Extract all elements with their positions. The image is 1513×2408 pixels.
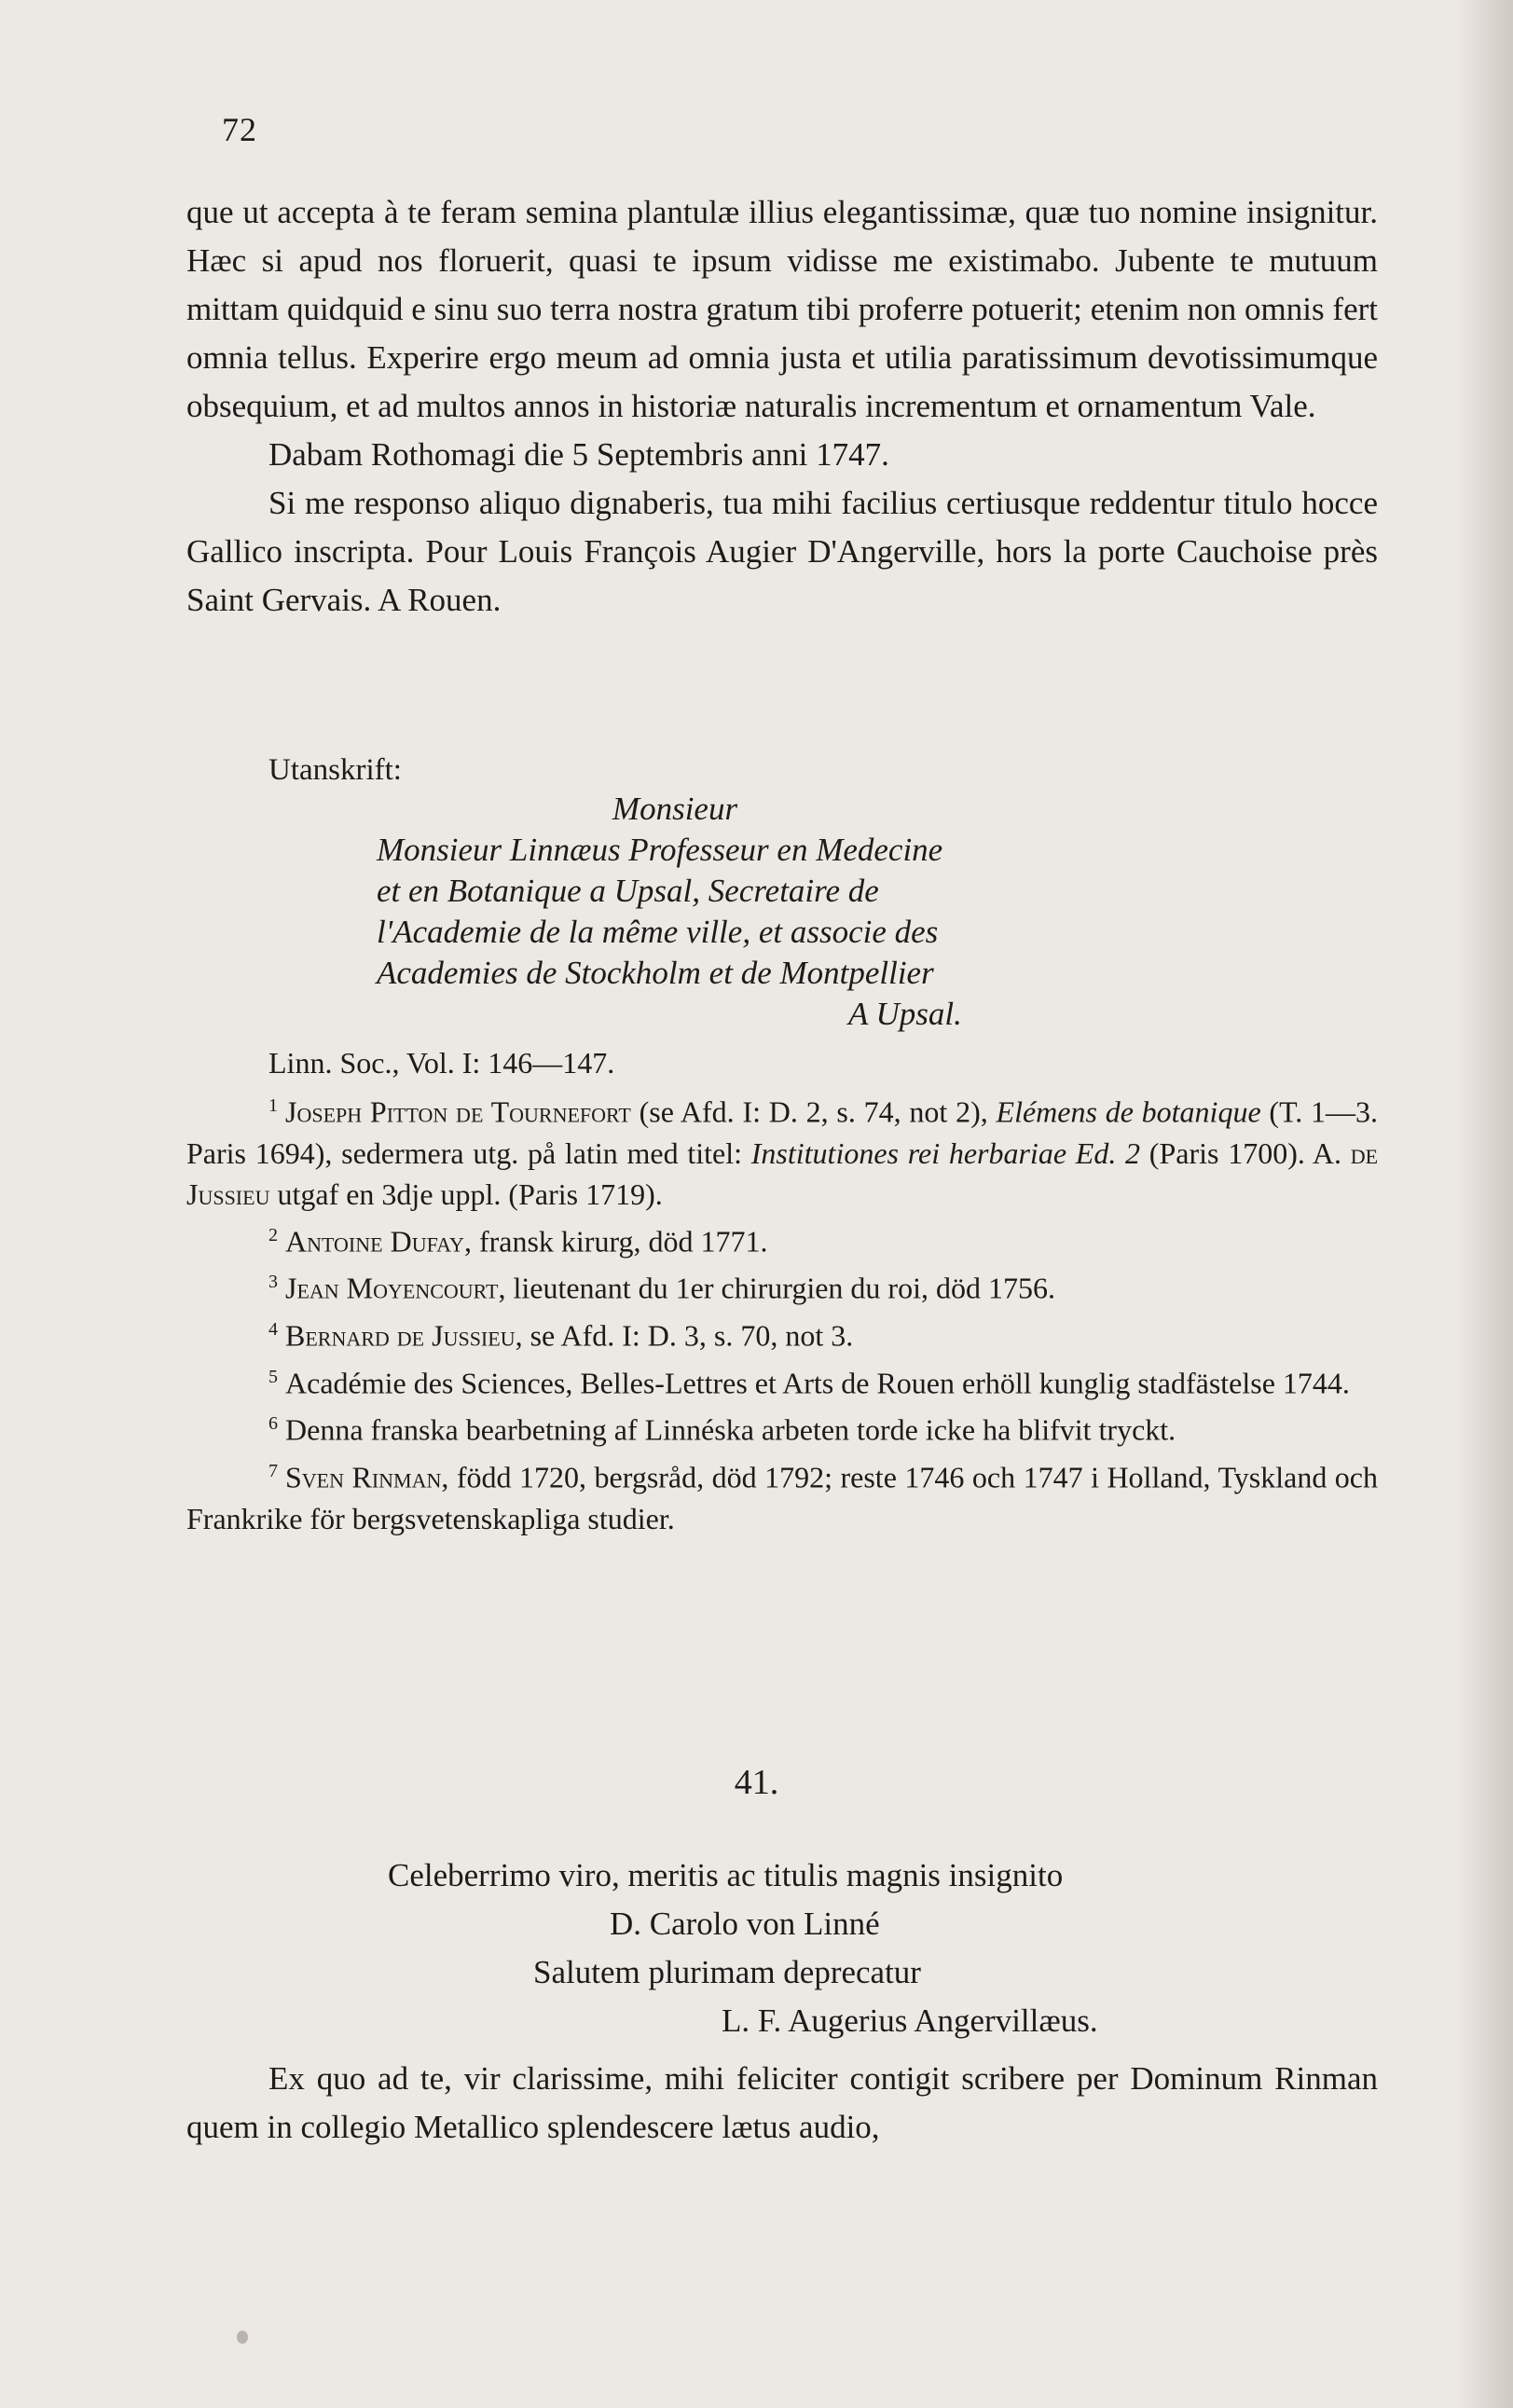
- ink-stain: [237, 2331, 248, 2344]
- footnote-mark: 5: [268, 1366, 278, 1387]
- address-line-4: l'Academie de la même ville, et associe des: [377, 914, 939, 950]
- closing-paragraph: Ex quo ad te, vir clarissime, mihi feliciter contigit scribere per Dominum Rinman quem in collegio Metallico splendescere lætus audio,: [186, 2060, 1378, 2145]
- address-line-1: Monsieur: [612, 791, 738, 827]
- closing-paragraph-block: [186, 2055, 1378, 2152]
- footnote-text: , född 1720, bergsråd, död 1792; reste 1746 och 1747 i Holland, Tyskland och Frankrike för bergsvetenskapliga studier.: [186, 1460, 1379, 1535]
- person-name: Joseph Pitton de Tournefort: [285, 1094, 631, 1129]
- footnote-mark: 6: [268, 1413, 278, 1435]
- person-name: Sven Rinman: [285, 1460, 442, 1494]
- footnote-4: [186, 1309, 1378, 1356]
- footnote-text: Académie des Sciences, Belles-Lettres et Arts de Rouen erhöll kunglig stadfästelse 1744.: [285, 1366, 1350, 1400]
- footnote-mark: 3: [268, 1272, 278, 1293]
- address-label: Utanskrift:: [268, 753, 402, 787]
- address-line-6: A Upsal.: [848, 996, 962, 1032]
- footnote-text: utgaf en 3dje uppl. (Paris 1719).: [269, 1176, 663, 1211]
- person-name: Bernard de Jussieu: [285, 1318, 516, 1353]
- footnote-text: (T. 1—3. Paris 1694), sedermera utg. på latin med titel:: [186, 1094, 1379, 1170]
- address-block: [377, 789, 1085, 1035]
- page-number: 72: [222, 111, 257, 148]
- footnote-text: , fransk kirurg, död 1771.: [463, 1224, 768, 1259]
- letter-body: [186, 188, 1378, 625]
- footnote-2: [186, 1215, 1378, 1262]
- footnote-text: (Paris 1700). A.: [1140, 1135, 1351, 1170]
- book-title: Institutiones rei herbariae Ed. 2: [750, 1135, 1141, 1170]
- letter-number: 41.: [734, 1763, 779, 1802]
- address-line-2: Monsieur Linnæus Professeur en Medecine: [377, 832, 943, 868]
- page-edge-shadow: [1457, 0, 1513, 2408]
- person-name: de Jussieu: [186, 1135, 1379, 1211]
- footnote-text: (se Afd. I: D. 2, s. 74, not 2),: [630, 1094, 997, 1129]
- footnote-7: [186, 1451, 1378, 1539]
- address-line-3: et en Botanique a Upsal, Secretaire de: [377, 873, 879, 909]
- body-paragraph-3: Si me responso aliquo dignaberis, tua mihi facilius certiusque reddentur titulo hocce Gallico inscripta. Pour Louis François Augier D'Angerville, hors la porte Cauchoise près Saint Gervais. A Rouen.: [186, 485, 1378, 618]
- body-paragraph-2: Dabam Rothomagi die 5 Septembris anni 1747.: [268, 436, 889, 473]
- footnote-text: Denna franska bearbetning af Linnéska arbeten torde icke ha blifvit tryckt.: [285, 1412, 1176, 1447]
- footnote-1: [186, 1085, 1378, 1215]
- footnote-mark: 2: [268, 1224, 278, 1245]
- footnote-text: , se Afd. I: D. 3, s. 70, not 3.: [515, 1318, 854, 1353]
- person-name: Jean Moyencourt: [285, 1271, 499, 1305]
- footnote-6: [186, 1403, 1378, 1451]
- address-line-5: Academies de Stockholm et de Montpellier: [377, 955, 934, 991]
- footnote-mark: 7: [268, 1460, 278, 1481]
- salutation-line-3: Salutem plurimam deprecatur: [533, 1954, 921, 1990]
- footnote-5: [186, 1356, 1378, 1404]
- salutation-line-1: Celeberrimo viro, meritis ac titulis magnis insignito: [388, 1857, 1064, 1893]
- footnote-mark: 1: [268, 1095, 278, 1116]
- footnote-mark: 4: [268, 1318, 278, 1340]
- salutation-line-2: D. Carolo von Linné: [610, 1906, 880, 1942]
- footnotes: [186, 1085, 1378, 1539]
- book-title: Elémens de botanique: [996, 1094, 1261, 1129]
- footnote-3: [186, 1261, 1378, 1309]
- source-reference: Linn. Soc., Vol. I: 146—147.: [268, 1046, 615, 1080]
- salutation-line-4: L. F. Augerius Angervillæus.: [722, 2002, 1098, 2039]
- footnote-text: , lieutenant du 1er chirurgien du roi, död 1756.: [498, 1271, 1055, 1305]
- person-name: Antoine Dufay: [285, 1224, 464, 1259]
- body-paragraph-1: que ut accepta à te feram semina plantulæ illius elegantissimæ, quæ tuo nomine insignitur. Hæc si apud nos floruerit, quasi te ipsum vidisse me existimabo. Jubente te mutuum mittam quidquid e sinu suo terra nostra gratum tibi proferre potuerit; etenim non omnis fert omnia tellus. Experire ergo meum ad omnia justa et utilia paratissimum devotissimumque obsequium, et ad multos annos in historiæ naturalis incrementum et ornamentum Vale.: [186, 194, 1378, 424]
